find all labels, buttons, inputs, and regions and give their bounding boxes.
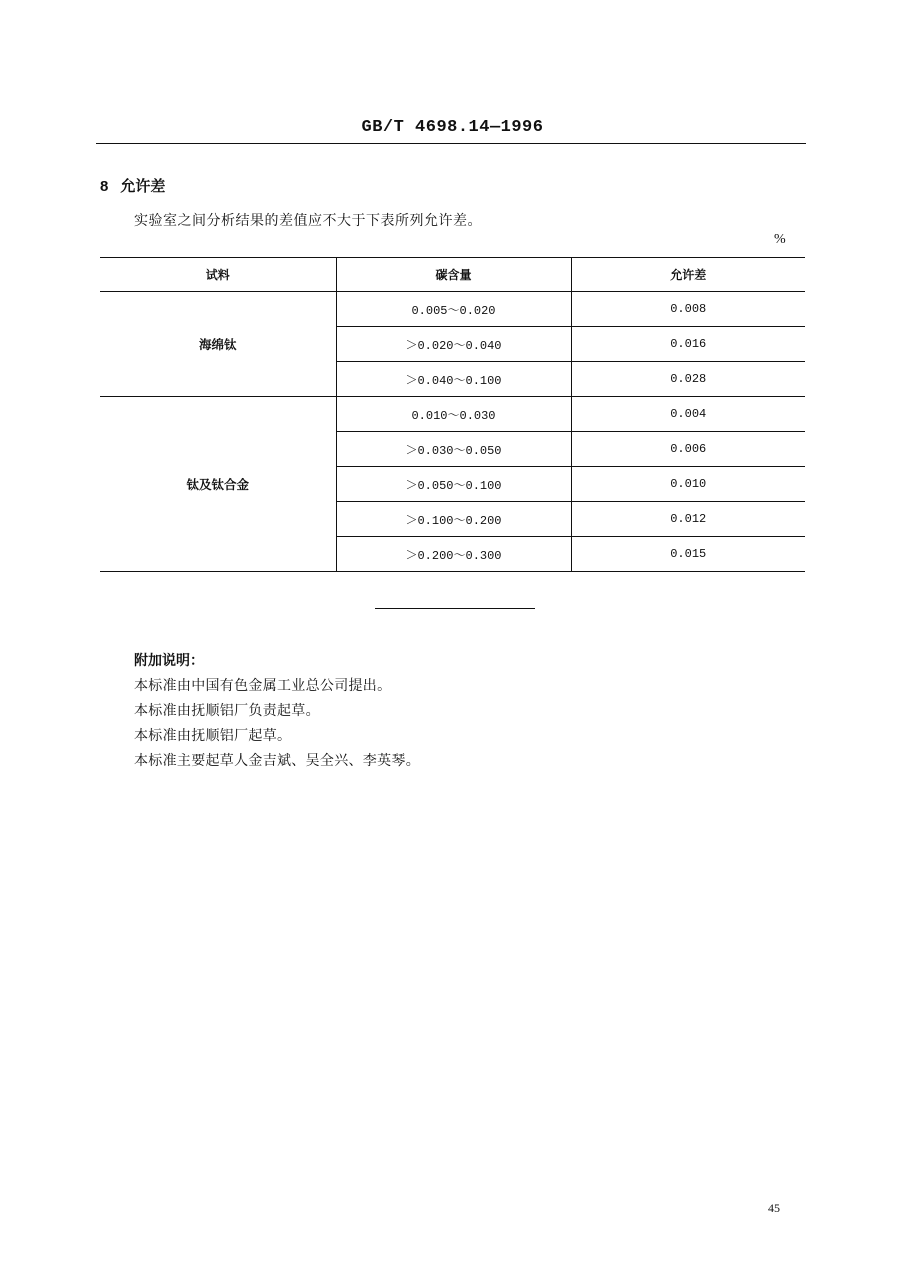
carbon-range-cell: 0.010～0.030: [336, 397, 571, 432]
tolerance-cell: 0.028: [571, 362, 805, 397]
material-cell: 钛及钛合金: [100, 397, 336, 572]
tolerance-cell: 0.010: [571, 467, 805, 502]
carbon-range-cell: ＞0.020～0.040: [336, 327, 571, 362]
tolerance-cell: 0.006: [571, 432, 805, 467]
tolerance-cell: 0.016: [571, 327, 805, 362]
tolerance-cell: 0.004: [571, 397, 805, 432]
column-header-material: 试料: [100, 258, 336, 292]
carbon-range-cell: ＞0.040～0.100: [336, 362, 571, 397]
tolerance-cell: 0.012: [571, 502, 805, 537]
tolerance-cell: 0.008: [571, 292, 805, 327]
intro-paragraph: 实验室之间分析结果的差值应不大于下表所列允许差。: [134, 213, 482, 229]
carbon-range-cell: ＞0.030～0.050: [336, 432, 571, 467]
table-header-row: [100, 258, 805, 292]
header-rule: [96, 143, 806, 144]
carbon-range-cell: ＞0.100～0.200: [336, 502, 571, 537]
section-heading: [100, 175, 165, 196]
section-title: 允许差: [120, 177, 166, 195]
additional-notes: [134, 650, 420, 775]
carbon-range-cell: ＞0.050～0.100: [336, 467, 571, 502]
page-number: 45: [768, 1201, 780, 1215]
notes-line: 本标准由抚顺铝厂起草。: [134, 728, 292, 744]
section-separator: [375, 608, 535, 609]
table-row: [100, 397, 805, 432]
notes-line: 本标准由中国有色金属工业总公司提出。: [134, 678, 392, 694]
carbon-range-cell: 0.005～0.020: [336, 292, 571, 327]
table-row: [100, 292, 805, 327]
notes-title: 附加说明：: [134, 653, 204, 669]
notes-line: 本标准由抚顺铝厂负责起草。: [134, 703, 320, 719]
column-header-carbon: 碳含量: [336, 258, 571, 292]
unit-label: %: [774, 232, 786, 247]
tolerance-table: [100, 257, 805, 572]
section-number: 8: [100, 178, 109, 195]
standard-header: GB/T 4698.14—1996: [361, 118, 544, 137]
notes-line: 本标准主要起草人金吉斌、吴全兴、李英琴。: [134, 753, 420, 769]
column-header-tolerance: 允许差: [571, 258, 805, 292]
material-cell: 海绵钛: [100, 292, 336, 397]
tolerance-cell: 0.015: [571, 537, 805, 572]
carbon-range-cell: ＞0.200～0.300: [336, 537, 571, 572]
